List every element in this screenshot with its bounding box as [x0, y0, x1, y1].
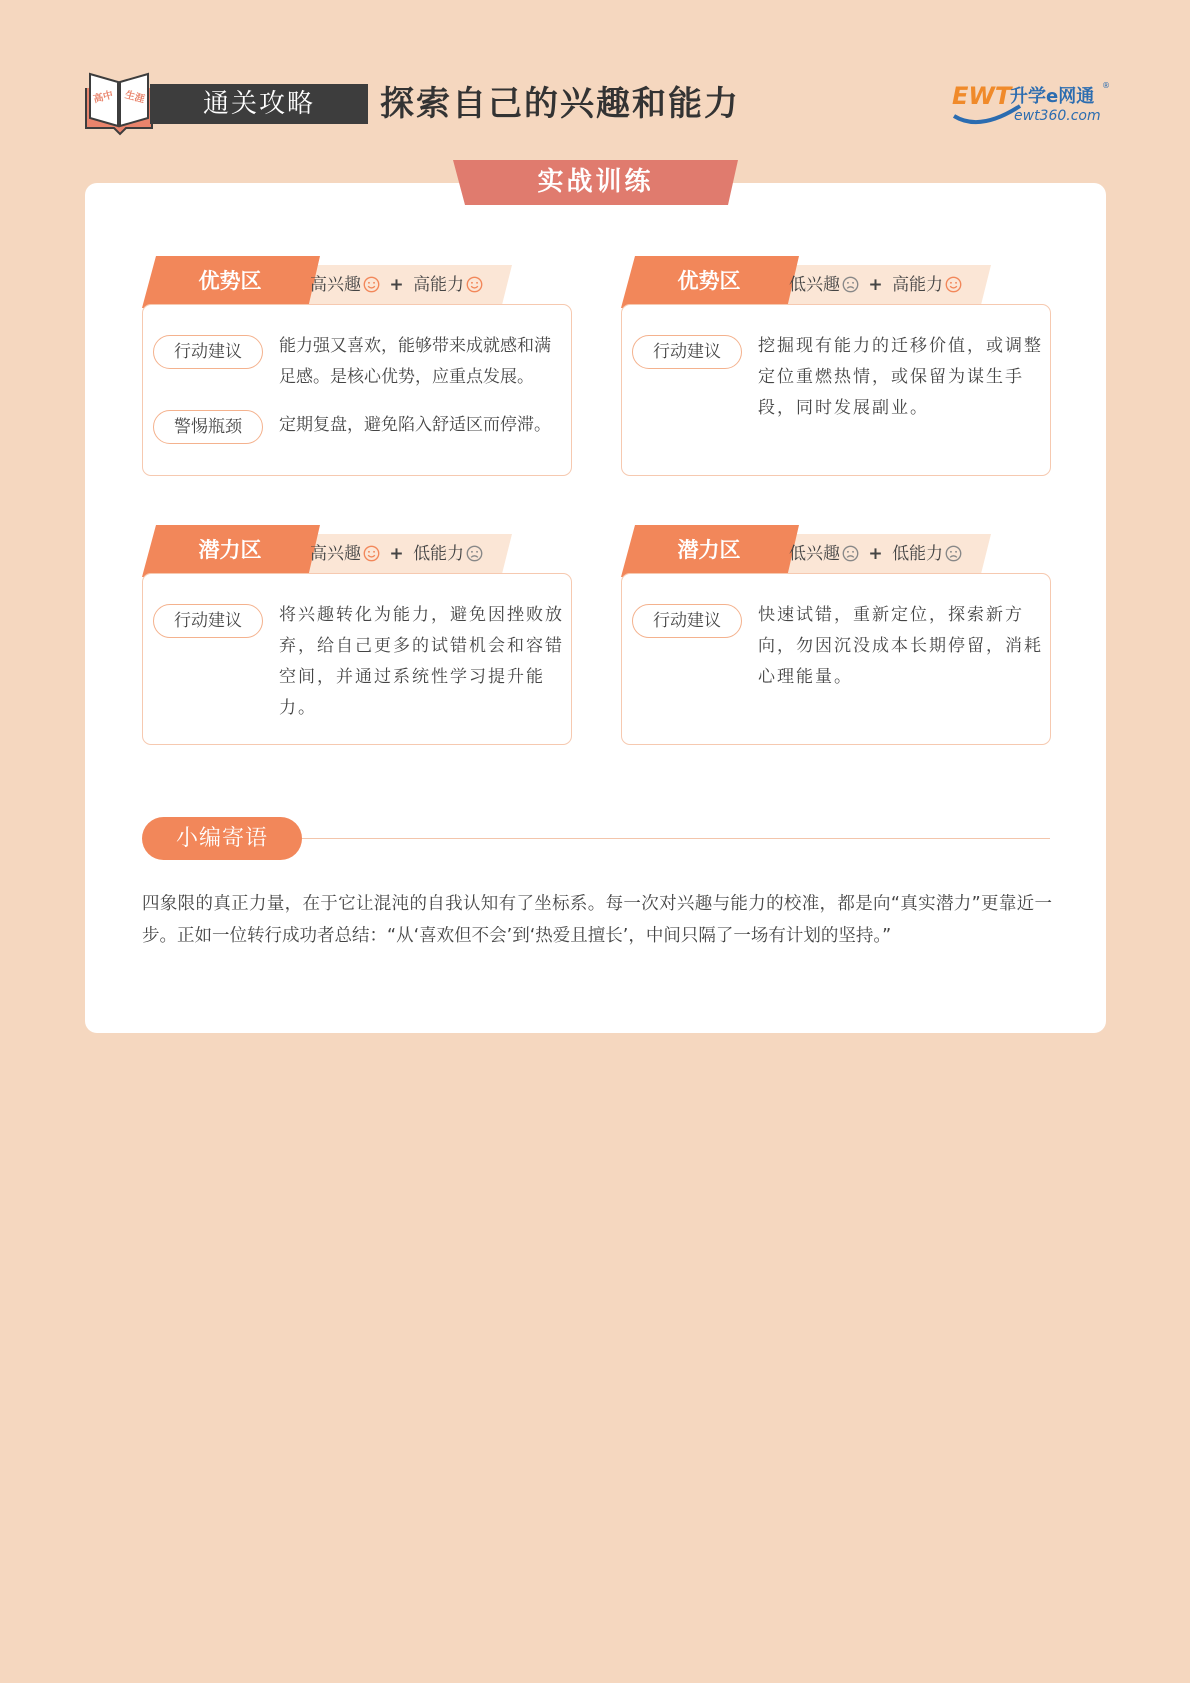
card-tab: [453, 160, 738, 205]
quadrant-formula: [310, 265, 483, 305]
warning-text: 定期复盘，避免陷入舒适区而停滞。: [279, 415, 551, 435]
svg-text:®: ®: [1102, 81, 1110, 90]
smile-icon: [945, 276, 962, 293]
advice-pill: 行动建议: [632, 604, 742, 638]
editor-note-label: 小编寄语: [142, 817, 302, 860]
svg-text:ewt360.com: ewt360.com: [1014, 108, 1101, 124]
quadrant-box: [621, 304, 1051, 476]
quadrant-title: 潜力区: [677, 538, 741, 562]
quadrant-box: [142, 304, 572, 476]
quadrant-formula: [789, 265, 962, 305]
advice-text: 快速试错，重新定位，探索新方向，勿因沉没成本长期停留，消耗心理能量。: [758, 605, 1043, 687]
interest-label: 高兴趣: [310, 275, 361, 295]
smile-icon: [363, 545, 380, 562]
quadrant-title: 潜力区: [198, 538, 262, 562]
quadrant-title: 优势区: [677, 269, 741, 293]
ewt-logo[interactable]: [950, 76, 1110, 128]
advice-pill: 行动建议: [153, 604, 263, 638]
section-tag: 通关攻略: [150, 84, 368, 124]
frown-icon: [466, 545, 483, 562]
interest-label: 低兴趣: [789, 275, 840, 295]
svg-text:生涯: 生涯: [123, 89, 146, 106]
advice-pill: 行动建议: [153, 335, 263, 369]
frown-icon: [842, 276, 859, 293]
page-title: 探索自己的兴趣和能力: [380, 84, 740, 124]
svg-text:EWT: EWT: [952, 82, 1012, 110]
ability-label: 高能力: [413, 275, 465, 295]
ability-label: 高能力: [892, 275, 944, 295]
plus-sign: +: [868, 544, 883, 564]
interest-label: 高兴趣: [310, 544, 361, 564]
advice-text: 将兴趣转化为能力，避免因挫败放弃，给自己更多的试错机会和容错空间，并通过系统性学习提升能力。: [279, 605, 564, 718]
quadrant-potential-low-interest: [621, 525, 1053, 765]
smile-icon: [466, 276, 483, 293]
editor-note-text: 四象限的真正力量，在于它让混沌的自我认知有了坐标系。每一次对兴趣与能力的校准，都是向“真实潜力”更靠近一步。正如一位转行成功者总结：“从‘喜欢但不会’到‘热爱且擅长’，中间只隔了一场有计划的坚持。”: [142, 894, 1052, 946]
note-divider: [302, 838, 1050, 839]
advice-text: 能力强又喜欢，能够带来成就感和满足感。是核心优势，应重点发展。: [279, 336, 551, 387]
quadrant-formula: [310, 534, 483, 574]
frown-icon: [842, 545, 859, 562]
frown-icon: [945, 545, 962, 562]
advice-pill: 行动建议: [632, 335, 742, 369]
ability-label: 低能力: [413, 544, 465, 564]
quadrant-box: [621, 573, 1051, 745]
quadrant-title: 优势区: [198, 269, 262, 293]
quadrant-potential-high-interest: [142, 525, 574, 765]
smile-icon: [363, 276, 380, 293]
quadrant-formula: [789, 534, 962, 574]
card-tab-label: 实战训练: [537, 167, 654, 197]
plus-sign: +: [868, 275, 883, 295]
quadrant-advantage-low-interest: [621, 256, 1053, 496]
svg-text:高中: 高中: [92, 89, 115, 106]
quadrant-advantage-high: [142, 256, 574, 496]
plus-sign: +: [389, 544, 404, 564]
plus-sign: +: [389, 275, 404, 295]
ability-label: 低能力: [892, 544, 944, 564]
svg-text:升学e网通: 升学e网通: [1010, 86, 1095, 107]
book-icon: [84, 68, 154, 136]
warning-pill: 警惕瓶颈: [153, 410, 263, 444]
interest-label: 低兴趣: [789, 544, 840, 564]
advice-text: 挖掘现有能力的迁移价值，或调整定位重燃热情，或保留为谋生手段，同时发展副业。: [758, 336, 1043, 418]
page-header: [84, 68, 1110, 138]
quadrant-box: [142, 573, 572, 745]
